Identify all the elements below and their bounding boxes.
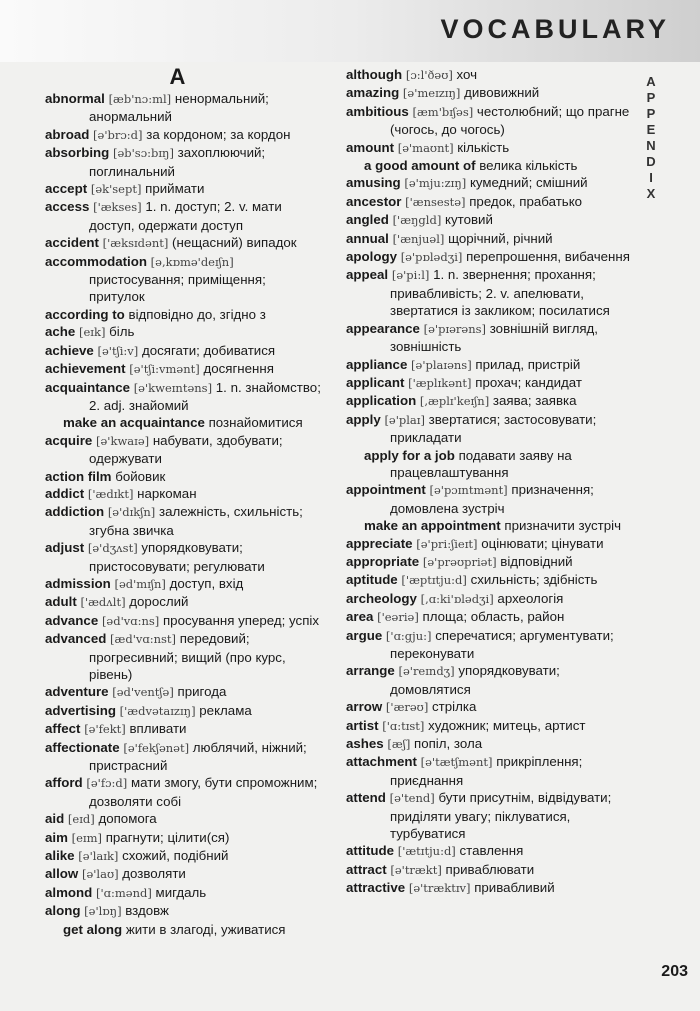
headword: application bbox=[346, 393, 417, 409]
vocabulary-entry bbox=[346, 717, 636, 735]
translation: прилад, пристрій bbox=[475, 356, 581, 372]
headword: make an acquaintance bbox=[63, 415, 205, 431]
vocabulary-entry bbox=[45, 379, 325, 415]
transcription: [ə'plaɪ] bbox=[384, 412, 425, 427]
vocabulary-entry bbox=[346, 535, 636, 553]
transcription: ['eəriə] bbox=[377, 610, 419, 625]
transcription: ['ærəʊ] bbox=[385, 700, 429, 715]
translation: перепрошення, вибачення bbox=[466, 249, 630, 265]
transcription: [ə'kweɪntəns] bbox=[133, 380, 213, 395]
translation: щорічний, річний bbox=[448, 230, 553, 246]
headword: arrow bbox=[346, 699, 383, 715]
vocabulary-entry bbox=[45, 432, 325, 468]
translation: бути присутнім, відвідувати; приділяти увагу; піклуватися, турбуватися bbox=[390, 790, 612, 842]
vocabulary-entry bbox=[346, 66, 636, 84]
translation: пригода bbox=[177, 684, 227, 700]
translation: попіл, зола bbox=[414, 736, 483, 752]
translation: предок, прабатько bbox=[469, 193, 583, 209]
vocabulary-entry bbox=[45, 575, 325, 593]
translation: допомога bbox=[98, 811, 157, 827]
left-column bbox=[45, 66, 325, 938]
transcription: [ə'pɔɪntmənt] bbox=[429, 483, 508, 498]
translation: призначити зустріч bbox=[504, 518, 622, 534]
phrase-entry bbox=[45, 921, 325, 938]
headword: apply bbox=[346, 411, 381, 427]
headword: acquaintance bbox=[45, 379, 130, 395]
translation: мати змогу, бути спроможним; дозволяти собі bbox=[89, 775, 318, 809]
transcription: [æʃ] bbox=[387, 737, 411, 752]
vocabulary-entry bbox=[346, 879, 636, 897]
translation: відповідний bbox=[500, 553, 573, 569]
vocabulary-entry bbox=[346, 320, 636, 356]
translation: просування уперед; успіх bbox=[162, 612, 320, 628]
translation: пристосування; приміщення; притулок bbox=[89, 272, 266, 305]
translation: 1. n. доступ; 2. v. мати доступ, одержати доступ bbox=[89, 199, 282, 233]
appendix-letter: E bbox=[646, 122, 656, 137]
headword: access bbox=[45, 199, 90, 215]
headword: although bbox=[346, 67, 403, 82]
translation: залежність, схильність; згубна звичка bbox=[89, 504, 303, 538]
vocabulary-entry bbox=[346, 193, 636, 211]
headword: argue bbox=[346, 627, 383, 643]
translation: за кордоном; за кордон bbox=[146, 126, 291, 142]
headword: appearance bbox=[346, 320, 420, 336]
transcription: [eɪm] bbox=[71, 830, 102, 845]
headword: affectionate bbox=[45, 739, 120, 755]
vocabulary-entry bbox=[346, 698, 636, 716]
vocabulary-entry bbox=[346, 103, 636, 139]
headword: attract bbox=[346, 861, 387, 877]
transcription: [ə,kɒmə'deɪʃn] bbox=[150, 254, 234, 269]
headword: admission bbox=[45, 575, 111, 591]
vocabulary-entry bbox=[45, 829, 325, 847]
vocabulary-entry bbox=[346, 753, 636, 789]
vocabulary-entry bbox=[346, 266, 636, 319]
headword: a good amount of bbox=[364, 158, 476, 174]
headword: advance bbox=[45, 612, 99, 628]
translation: площа; область, район bbox=[422, 609, 565, 625]
transcription: ['ædvətaɪzɪŋ] bbox=[119, 703, 196, 718]
transcription: [ə'brɔ:d] bbox=[93, 127, 143, 142]
translation: бойовик bbox=[115, 468, 166, 484]
vocabulary-entry bbox=[45, 739, 325, 775]
transcription: [æb'nɔ:ml] bbox=[108, 92, 172, 106]
translation: кутовий bbox=[445, 212, 493, 228]
headword: achieve bbox=[45, 342, 94, 358]
vocabulary-entry bbox=[346, 411, 636, 447]
transcription: ['ænjuəl] bbox=[392, 231, 445, 246]
translation: познайомитися bbox=[208, 415, 303, 431]
transcription: [ə'mju:zɪŋ] bbox=[404, 176, 467, 191]
vocabulary-entry bbox=[45, 630, 325, 683]
transcription: ['ækses] bbox=[93, 200, 142, 215]
headword: ambitious bbox=[346, 103, 409, 119]
headword: aptitude bbox=[346, 572, 398, 588]
translation: прикріплення; приєднання bbox=[390, 754, 583, 788]
transcription: [ək'sept] bbox=[90, 182, 142, 197]
transcription: ['æksɪdənt] bbox=[102, 236, 169, 251]
transcription: [ə'pɒlədʒi] bbox=[400, 250, 463, 265]
headword: area bbox=[346, 609, 374, 625]
transcription: ['ɑ:tɪst] bbox=[382, 718, 425, 733]
page-title: VOCABULARY bbox=[440, 14, 670, 44]
headword: appliance bbox=[346, 356, 408, 372]
transcription: [ə'kwaɪə] bbox=[96, 433, 150, 448]
headword: addiction bbox=[45, 504, 105, 520]
vocabulary-entry bbox=[45, 234, 325, 252]
transcription: [əd'vɑ:ns] bbox=[101, 613, 160, 628]
vocabulary-entry bbox=[45, 468, 325, 485]
headword: absorbing bbox=[45, 145, 110, 161]
translation: мигдаль bbox=[155, 884, 207, 900]
vocabulary-entry bbox=[45, 720, 325, 738]
vocabulary-entry bbox=[45, 865, 325, 883]
vocabulary-entry bbox=[45, 323, 325, 341]
headword: appeal bbox=[346, 267, 389, 283]
vocabulary-entry bbox=[346, 861, 636, 879]
vocabulary-entry bbox=[346, 662, 636, 698]
transcription: [ə'maʊnt] bbox=[397, 140, 454, 155]
vocabulary-entry bbox=[45, 144, 325, 180]
transcription: ['æplɪkənt] bbox=[408, 375, 472, 390]
transcription: [əb'sɔ:bɪŋ] bbox=[112, 146, 174, 161]
translation: призначення; домовлена зустріч bbox=[390, 482, 594, 516]
headword: apply for a job bbox=[364, 447, 455, 463]
translation: хоч bbox=[456, 67, 478, 82]
transcription: ['ɑ:gju:] bbox=[385, 628, 432, 643]
headword: attractive bbox=[346, 880, 406, 896]
appendix-letter: X bbox=[646, 186, 656, 201]
headword: ashes bbox=[346, 736, 384, 752]
headword: aid bbox=[45, 811, 65, 827]
vocabulary-entry bbox=[346, 842, 636, 860]
transcription: [eɪk] bbox=[79, 325, 106, 340]
page-number: 203 bbox=[661, 963, 688, 980]
vocabulary-entry bbox=[346, 735, 636, 753]
headword: achievement bbox=[45, 361, 126, 377]
translation: ставлення bbox=[459, 843, 524, 859]
vocabulary-entry bbox=[346, 392, 636, 410]
vocabulary-entry bbox=[45, 90, 325, 126]
transcription: [ə'meɪzɪŋ] bbox=[402, 86, 461, 101]
vocabulary-entry bbox=[346, 608, 636, 626]
transcription: [,æplɪ'keɪʃn] bbox=[419, 394, 490, 409]
transcription: [ə'lɒŋ] bbox=[84, 904, 122, 919]
translation: прохач; кандидат bbox=[475, 374, 582, 390]
headword: abroad bbox=[45, 126, 90, 142]
vocabulary-entry bbox=[346, 248, 636, 266]
transcription: [ə'fekt] bbox=[84, 722, 126, 737]
headword: applicant bbox=[346, 374, 405, 390]
translation: звертатися; застосовувати; прикладати bbox=[390, 411, 597, 446]
headword: amusing bbox=[346, 175, 401, 191]
phrase-entry bbox=[346, 517, 636, 534]
headword: attitude bbox=[346, 843, 395, 859]
vocabulary-entry bbox=[45, 902, 325, 920]
vocabulary-entry bbox=[346, 356, 636, 374]
phrase-entry bbox=[346, 447, 636, 482]
translation: реклама bbox=[199, 702, 252, 718]
headword: archeology bbox=[346, 590, 417, 606]
transcription: ['æŋgld] bbox=[392, 213, 442, 228]
transcription: [ə'laɪk] bbox=[78, 849, 119, 864]
headword: alike bbox=[45, 848, 75, 864]
translation: біль bbox=[109, 324, 135, 340]
translation: прагнути; цілити(ся) bbox=[105, 829, 230, 845]
transcription: ['ætɪtju:d] bbox=[397, 844, 456, 859]
transcription: [ə'træktɪv] bbox=[408, 881, 471, 896]
phrase-entry bbox=[45, 414, 325, 431]
vocabulary-entry bbox=[45, 306, 325, 323]
headword: appointment bbox=[346, 482, 426, 498]
translation: художник; митець, артист bbox=[428, 717, 586, 733]
vocabulary-entry bbox=[346, 174, 636, 192]
vocabulary-entry bbox=[346, 374, 636, 392]
transcription: [ɔ:l'ðəʊ] bbox=[405, 68, 453, 82]
vocabulary-entry bbox=[45, 539, 325, 575]
translation: відповідно до, згідно з bbox=[128, 306, 266, 322]
transcription: [ə'fɔ:d] bbox=[86, 776, 128, 791]
transcription: ['ænsestə] bbox=[405, 194, 466, 209]
translation: схожий, подібний bbox=[122, 848, 229, 864]
translation: дозволяти bbox=[122, 866, 186, 882]
vocabulary-entry bbox=[346, 590, 636, 608]
right-column bbox=[346, 66, 636, 898]
translation: упорядковувати; пристосовувати; регулювати bbox=[89, 540, 265, 574]
headword: advanced bbox=[45, 631, 107, 647]
vocabulary-entry bbox=[45, 612, 325, 630]
transcription: [æd'vɑ:nst] bbox=[110, 632, 177, 647]
headword: advertising bbox=[45, 702, 116, 718]
headword: appropriate bbox=[346, 553, 420, 569]
translation: вздовж bbox=[125, 903, 169, 919]
vocabulary-entry bbox=[45, 360, 325, 378]
headword: accept bbox=[45, 181, 88, 197]
translation: схильність; здібність bbox=[470, 572, 598, 588]
appendix-letter: N bbox=[646, 138, 656, 153]
headword: ancestor bbox=[346, 193, 402, 209]
translation: кількість bbox=[457, 139, 510, 155]
headword: accommodation bbox=[45, 253, 147, 269]
translation: зовнішній вигляд, зовнішність bbox=[390, 320, 598, 355]
headword: artist bbox=[346, 717, 379, 733]
vocabulary-entry bbox=[45, 774, 325, 810]
translation: кумедний; смішний bbox=[469, 175, 588, 191]
phrase-entry bbox=[346, 157, 636, 174]
headword: abnormal bbox=[45, 91, 105, 106]
vocabulary-entry bbox=[346, 211, 636, 229]
transcription: [ə'fekʃənət] bbox=[123, 740, 190, 755]
headword: addict bbox=[45, 485, 85, 501]
transcription: ['ædɪkt] bbox=[87, 486, 134, 501]
headword: afford bbox=[45, 775, 83, 791]
headword: adult bbox=[45, 594, 77, 610]
translation: захоплюючий; поглинальний bbox=[89, 145, 266, 179]
translation: стрілка bbox=[432, 699, 477, 715]
translation: дорослий bbox=[129, 594, 189, 610]
translation: привабливий bbox=[474, 880, 555, 896]
transcription: [ə'laʊ] bbox=[81, 867, 119, 882]
transcription: [ə'trækt] bbox=[390, 862, 442, 877]
transcription: [ə'pɪərəns] bbox=[423, 321, 487, 336]
transcription: [æm'bɪʃəs] bbox=[412, 104, 474, 119]
vocabulary-entry bbox=[45, 485, 325, 503]
vocabulary-entry bbox=[45, 810, 325, 828]
translation: досягати; добиватися bbox=[141, 342, 276, 358]
translation: жити в злагоді, уживатися bbox=[125, 921, 286, 937]
headword: amazing bbox=[346, 85, 400, 101]
headword: aim bbox=[45, 829, 68, 845]
headword: acquire bbox=[45, 432, 93, 448]
translation: упорядковувати; домовлятися bbox=[390, 663, 560, 697]
transcription: [ə'pri:ʃieɪt] bbox=[416, 536, 478, 551]
headword: attachment bbox=[346, 754, 417, 770]
vocabulary-entry bbox=[45, 198, 325, 234]
headword: amount bbox=[346, 139, 395, 155]
transcription: [ə'prəʊpriət] bbox=[422, 554, 497, 569]
vocabulary-entry bbox=[45, 847, 325, 865]
translation: 1. n. знайомство; 2. adj. знайомий bbox=[89, 379, 321, 413]
headword: adventure bbox=[45, 684, 109, 700]
vocabulary-entry bbox=[45, 593, 325, 611]
vocabulary-entry bbox=[346, 627, 636, 663]
vocabulary-entry bbox=[45, 126, 325, 144]
headword: make an appointment bbox=[364, 518, 501, 534]
translation: доступ, вхід bbox=[169, 575, 244, 591]
translation: оцінювати; цінувати bbox=[481, 535, 604, 551]
translation: ненормальний; анормальний bbox=[89, 91, 269, 125]
translation: люблячий, ніжний; пристрасний bbox=[89, 739, 307, 774]
translation: 1. n. звернення; прохання; привабливість; 2. v. апелювати, звертатися із закликом; посилатися bbox=[390, 267, 610, 319]
headword: get along bbox=[63, 921, 123, 937]
transcription: [ə'dɪkʃn] bbox=[107, 505, 156, 520]
transcription: [ə'tend] bbox=[389, 791, 435, 806]
transcription: ['ædʌlt] bbox=[80, 595, 126, 610]
translation: (нещасний) випадок bbox=[172, 235, 297, 251]
vocabulary-entry bbox=[45, 702, 325, 720]
translation: заява; заявка bbox=[492, 393, 577, 409]
headword: annual bbox=[346, 230, 389, 246]
transcription: [eɪd] bbox=[67, 812, 95, 827]
translation: велика кількість bbox=[479, 158, 578, 174]
appendix-letter: P bbox=[646, 90, 656, 105]
translation: сперечатися; аргументувати; переконувати bbox=[390, 627, 614, 661]
headword: affect bbox=[45, 721, 81, 737]
right-entries bbox=[346, 66, 636, 898]
vocabulary-entry bbox=[346, 571, 636, 589]
vocabulary-entry bbox=[45, 884, 325, 902]
appendix-letter: I bbox=[649, 170, 653, 185]
transcription: ['ɑ:mənd] bbox=[95, 885, 152, 900]
appendix-letter: A bbox=[646, 74, 656, 89]
translation: наркоман bbox=[137, 485, 197, 501]
vocabulary-entry bbox=[45, 503, 325, 539]
vocabulary-entry bbox=[346, 230, 636, 248]
translation: досягнення bbox=[203, 361, 274, 377]
vocabulary-entry bbox=[346, 789, 636, 842]
translation: приваблювати bbox=[445, 861, 535, 877]
vocabulary-entry bbox=[346, 139, 636, 157]
headword: adjust bbox=[45, 540, 85, 556]
vocabulary-entry bbox=[45, 342, 325, 360]
transcription: [ə'plaɪəns] bbox=[411, 357, 472, 372]
headword: arrange bbox=[346, 663, 395, 679]
appendix-letter: P bbox=[646, 106, 656, 121]
headword: action film bbox=[45, 468, 112, 484]
vocabulary-entry bbox=[45, 683, 325, 701]
translation: подавати заяву на працевлаштування bbox=[390, 447, 572, 480]
transcription: [ə'tʃi:vmənt] bbox=[129, 362, 200, 377]
vocabulary-entry bbox=[346, 481, 636, 517]
transcription: [ə'dʒʌst] bbox=[87, 541, 138, 556]
appendix-letter: D bbox=[646, 154, 656, 169]
vocabulary-entry bbox=[45, 180, 325, 198]
transcription: [ə'pi:l] bbox=[391, 268, 430, 283]
appendix-side-label bbox=[642, 74, 660, 202]
headword: ache bbox=[45, 324, 76, 340]
vocabulary-entry bbox=[346, 553, 636, 571]
translation: археологія bbox=[497, 590, 564, 606]
translation: честолюбний; що прагне (чогось, до чогось) bbox=[390, 103, 630, 138]
header-band bbox=[0, 0, 700, 62]
letter-heading: A bbox=[169, 64, 186, 89]
transcription: [əd'ventʃə] bbox=[112, 685, 174, 700]
headword: apology bbox=[346, 249, 397, 265]
headword: attend bbox=[346, 790, 386, 806]
transcription: [ə'reɪndʒ] bbox=[398, 664, 455, 679]
transcription: [,ɑ:ki'ɒlədʒi] bbox=[420, 591, 494, 606]
headword: angled bbox=[346, 212, 389, 228]
headword: accident bbox=[45, 235, 99, 251]
transcription: [ə'tætʃmənt] bbox=[420, 755, 493, 770]
translation: набувати, здобувати; одержувати bbox=[89, 432, 283, 467]
translation: приймати bbox=[145, 181, 205, 197]
translation: впливати bbox=[129, 721, 187, 737]
vocabulary-entry bbox=[45, 253, 325, 306]
headword: according to bbox=[45, 306, 125, 322]
transcription: [əd'mɪʃn] bbox=[114, 576, 166, 591]
transcription: [ə'tʃi:v] bbox=[97, 343, 139, 358]
translation: дивовижний bbox=[464, 85, 540, 101]
headword: along bbox=[45, 903, 81, 919]
headword: almond bbox=[45, 884, 93, 900]
translation: передовий; прогресивний; вищий (про курс, рівень) bbox=[89, 631, 286, 682]
transcription: ['æptɪtju:d] bbox=[401, 573, 467, 588]
headword: appreciate bbox=[346, 535, 413, 551]
left-entries bbox=[45, 90, 325, 938]
headword: allow bbox=[45, 866, 79, 882]
vocabulary-entry bbox=[346, 84, 636, 102]
